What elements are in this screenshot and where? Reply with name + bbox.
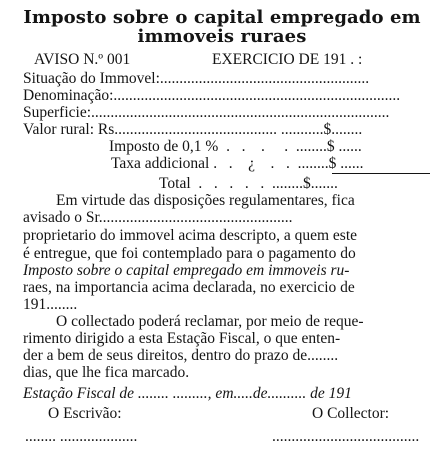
para1-line: proprietario do immovel acima descripto, a quem este xyxy=(23,227,357,244)
valor-rural-field: Valor rural: Rs.......................................... ...........$........ xyxy=(23,121,363,138)
superficie-field: Superficie:............................................................................. xyxy=(23,104,390,121)
para1-line: avisado o Sr.................................................. xyxy=(23,209,293,226)
imposto-row: Imposto de 0,1 % . . . . ........$ ...... xyxy=(109,138,362,155)
denominacao-field: Denominação:.......................................................................... xyxy=(23,87,401,104)
total-row: Total . . . . . ........$....... xyxy=(159,175,338,192)
para1-line: é entregue, que foi contemplado para o pagamento do xyxy=(23,245,356,262)
exercicio-year: EXERCICIO DE 191 . : xyxy=(212,51,363,68)
para1-line: 191........ xyxy=(23,296,78,313)
taxa-row: Taxa addicional . . ¿ . . ........$ ...... xyxy=(111,155,364,172)
para1-line: Em virtude das disposições regulamentares, fica xyxy=(56,192,355,209)
form-title: Imposto sobre o capital empregado em xyxy=(23,7,421,28)
para2-line: O collectado poderá reclamar, por meio de reque- xyxy=(56,313,364,330)
para2-line: rimento dirigido a esta Estação Fiscal, o que enten- xyxy=(23,330,341,347)
collector-label: O Collector: xyxy=(312,405,390,422)
para2-line: dias, que lhe fica marcado. xyxy=(23,364,190,381)
estacao-fiscal-line: Estação Fiscal de ........ ........., em.....de.......... de 191 xyxy=(23,385,352,402)
situacao-field: Situação do Immovel:...................................................... xyxy=(23,70,370,87)
para1-line: Imposto sobre o capital empregado em immoveis ru- xyxy=(23,262,350,279)
collector-signature-line: ...................................... xyxy=(272,428,420,445)
form-subtitle: immoveis ruraes xyxy=(137,26,307,47)
escrivao-label: O Escrivão: xyxy=(48,405,122,422)
escrivao-signature-line: ........ .................... xyxy=(25,428,138,445)
para1-line: raes, na importancia acima declarada, no exercicio de xyxy=(23,279,355,296)
total-rule xyxy=(332,173,430,174)
aviso-number: AVISO N.º 001 xyxy=(34,51,131,68)
para2-line: der a bem de seus direitos, dentro do prazo de........ xyxy=(23,347,339,364)
